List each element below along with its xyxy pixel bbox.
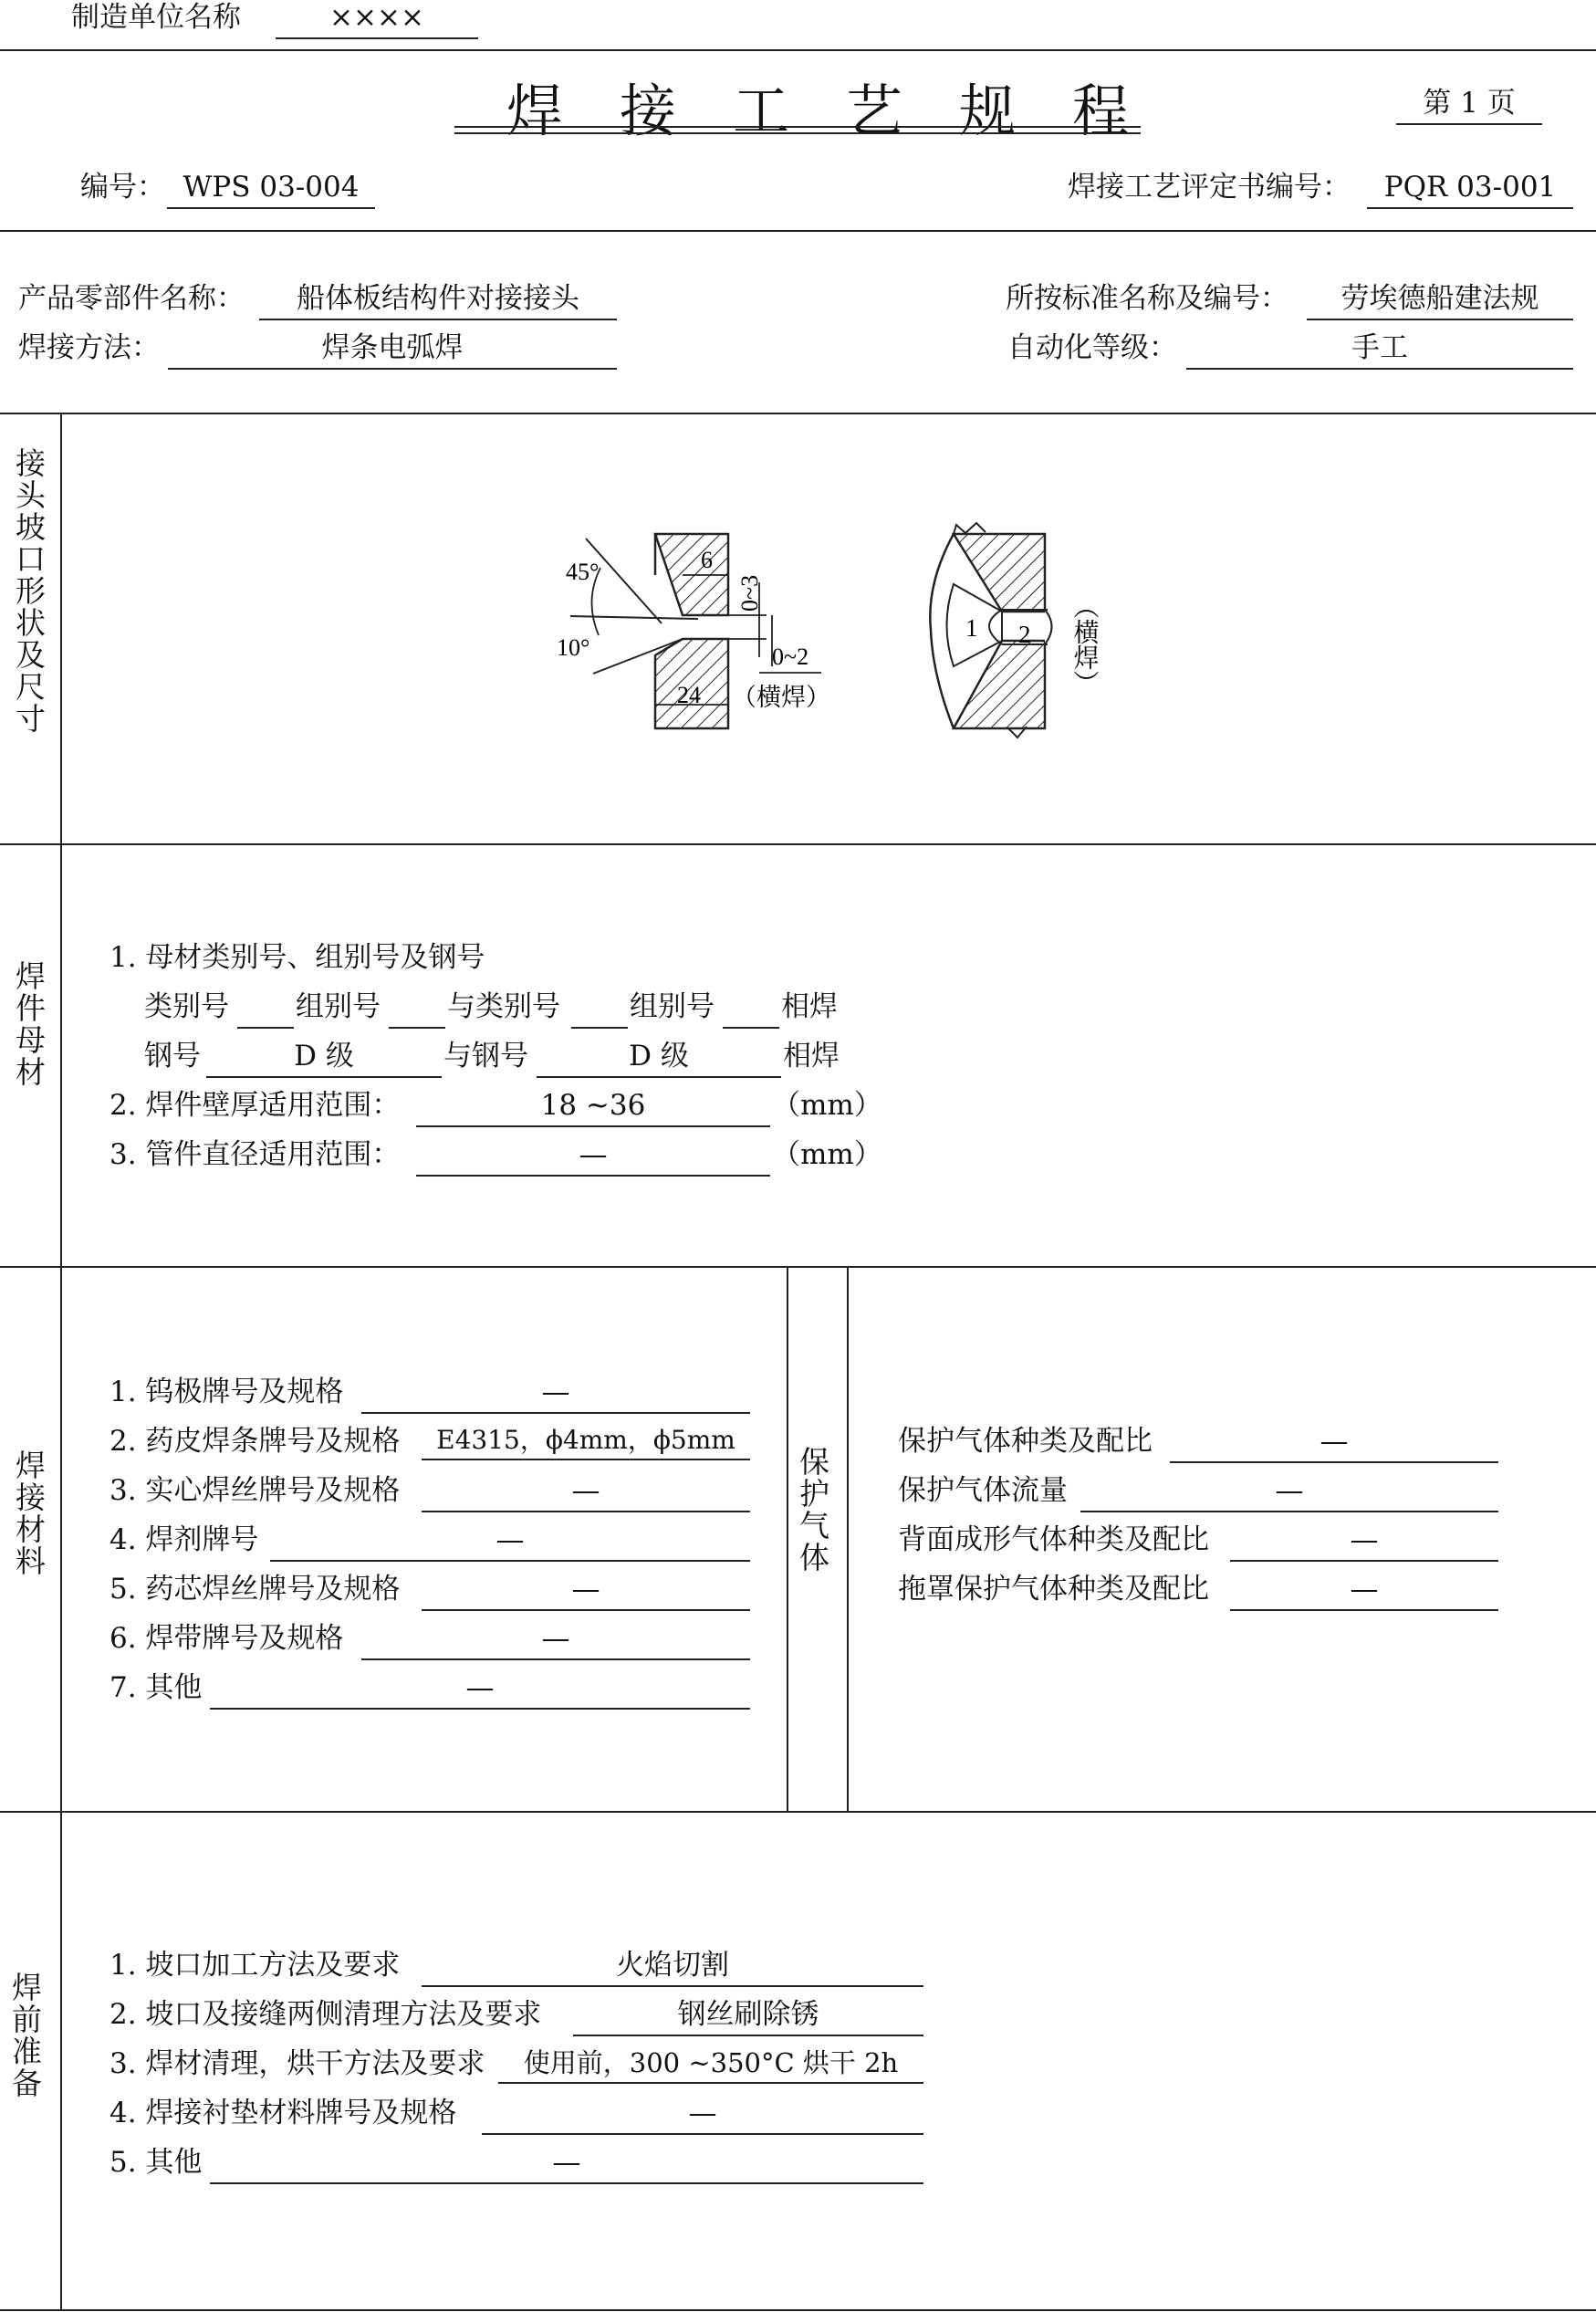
dim-6-label: 6 <box>701 547 713 573</box>
table-bottom <box>0 2309 1596 2311</box>
weld-word-2: 相焊 <box>783 1040 840 1072</box>
prep-item-1-label: 1. 坡口加工方法及要求 <box>110 1949 401 1982</box>
part-value: 船体板结构件对接接头 <box>259 285 617 320</box>
prep-section-label: 焊前准备 <box>7 1972 43 2099</box>
position-vertical-label: （横焊） <box>1069 593 1099 696</box>
maker-value: ×××× <box>276 4 478 39</box>
with-steel-value: D 级 <box>537 1042 781 1078</box>
diameter-unit: （mm） <box>772 1138 882 1171</box>
prep-item-3-label: 3. 焊材清理，烘干方法及要求 <box>110 2047 485 2080</box>
part-label: 产品零部件名称： <box>18 282 245 315</box>
material-item-6-label: 6. 焊带牌号及规格 <box>110 1622 344 1655</box>
steel-value: D 级 <box>206 1042 442 1078</box>
maker-label: 制造单位名称 <box>71 1 241 34</box>
auto-value: 手工 <box>1186 334 1573 370</box>
prep-item-3-value: 使用前，300 ~350°C 烘干 2h <box>498 2050 923 2084</box>
pass-2-label: 2 <box>1018 621 1031 648</box>
page-number: 第 1 页 <box>1396 89 1542 125</box>
material-item-2-label: 2. 药皮焊条牌号及规格 <box>110 1425 401 1458</box>
material-item-1-value: — <box>361 1378 750 1414</box>
with-category-label: 与类别号 <box>447 990 560 1023</box>
material-item-1-label: 1. 钨极牌号及规格 <box>110 1376 344 1408</box>
group-blank <box>389 993 445 1029</box>
wps-value: WPS 03-004 <box>167 173 375 209</box>
with-group-label: 组别号 <box>630 990 715 1023</box>
material-item-3-value: — <box>422 1477 750 1512</box>
row-divider-2 <box>0 1266 1596 1268</box>
material-item-7-label: 7. 其他 <box>110 1671 203 1704</box>
base-metal-section-label: 焊件母材 <box>11 960 47 1088</box>
groove-sketch <box>557 534 830 728</box>
row-divider-1 <box>0 843 1596 845</box>
wps-label: 编号： <box>80 171 165 204</box>
pass-1-label: 1 <box>965 614 978 642</box>
label-column-border <box>60 413 62 2311</box>
material-item-6-value: — <box>361 1625 750 1660</box>
header-divider <box>0 230 1596 232</box>
standard-value: 劳埃德船建法规 <box>1307 285 1573 320</box>
weld-word-1: 相焊 <box>781 990 838 1023</box>
table-top <box>0 413 1596 414</box>
category-label: 类别号 <box>144 990 229 1023</box>
material-item-2-value: E4315，ϕ4mm，ϕ5mm <box>422 1428 750 1460</box>
prep-item-2-label: 2. 坡口及接缝两侧清理方法及要求 <box>110 1998 542 2031</box>
prep-item-4-label: 4. 焊接衬垫材料牌号及规格 <box>110 2097 457 2129</box>
joint-section-label: 接头坡口形状及尺寸 <box>11 447 47 735</box>
angle-45-label: 45° <box>566 559 600 585</box>
angle-10-label: 10° <box>557 634 590 661</box>
steel-label: 钢号 <box>144 1040 201 1072</box>
material-item-5-value: — <box>422 1575 750 1611</box>
pqr-label: 焊接工艺评定书编号： <box>1068 171 1351 204</box>
gas-item-4-value: — <box>1230 1575 1498 1611</box>
row-divider-3 <box>0 1811 1596 1813</box>
prep-item-1-value: 火焰切割 <box>422 1951 923 1987</box>
position-note: （横焊） <box>732 684 830 711</box>
gas-column-right <box>847 1266 849 1811</box>
materials-section-label: 焊接材料 <box>11 1449 47 1577</box>
category-blank <box>237 993 294 1029</box>
title-underline-1 <box>454 126 1141 128</box>
gas-item-2-label: 保护气体流量 <box>898 1474 1068 1507</box>
pass-sequence-sketch <box>930 523 1099 738</box>
standard-label: 所按标准名称及编号： <box>1006 282 1288 315</box>
method-value: 焊条电弧焊 <box>168 334 617 370</box>
gas-section-label: 保护气体 <box>795 1446 830 1574</box>
material-item-7-value: — <box>210 1674 750 1710</box>
base-metal-item-1: 1. 母材类别号、组别号及钢号 <box>110 941 485 974</box>
auto-label: 自动化等级： <box>1007 331 1177 364</box>
gas-item-2-value: — <box>1080 1477 1498 1512</box>
material-item-3-label: 3. 实心焊丝牌号及规格 <box>110 1474 401 1507</box>
dim-gap-top-label: 0~3 <box>736 574 763 612</box>
diameter-value: — <box>416 1141 770 1177</box>
diameter-label: 3. 管件直径适用范围： <box>110 1138 401 1171</box>
material-item-4-value: — <box>270 1526 750 1562</box>
group-label: 组别号 <box>296 990 381 1023</box>
dim-gap-label: 0~2 <box>772 643 809 670</box>
gas-item-4-label: 拖罩保护气体种类及配比 <box>898 1573 1209 1606</box>
prep-item-4-value: — <box>482 2099 923 2135</box>
method-label: 焊接方法： <box>18 331 160 364</box>
dim-24-label: 24 <box>677 682 701 708</box>
gas-item-1-label: 保护气体种类及配比 <box>898 1425 1153 1458</box>
with-group-blank <box>723 993 779 1029</box>
gas-item-3-label: 背面成形气体种类及配比 <box>898 1523 1209 1556</box>
top-rule <box>0 49 1596 51</box>
with-category-blank <box>571 993 628 1029</box>
prep-item-2-value: 钢丝刷除锈 <box>573 2001 923 2036</box>
joint-groove-diagram <box>548 520 1132 739</box>
pqr-value: PQR 03-001 <box>1367 173 1573 209</box>
gas-item-1-value: — <box>1170 1428 1498 1463</box>
gas-item-3-value: — <box>1230 1526 1498 1562</box>
with-steel-label: 与钢号 <box>443 1040 528 1072</box>
material-item-4-label: 4. 焊剂牌号 <box>110 1523 259 1556</box>
page-title: 焊接工艺规程 <box>506 78 1186 144</box>
thickness-unit: （mm） <box>772 1089 882 1122</box>
prep-item-5-value: — <box>210 2149 923 2184</box>
title-underline-2 <box>454 132 1141 134</box>
prep-item-5-label: 5. 其他 <box>110 2146 203 2179</box>
thickness-value: 18 ~36 <box>416 1092 770 1127</box>
material-item-5-label: 5. 药芯焊丝牌号及规格 <box>110 1573 401 1606</box>
thickness-label: 2. 焊件壁厚适用范围： <box>110 1089 401 1122</box>
